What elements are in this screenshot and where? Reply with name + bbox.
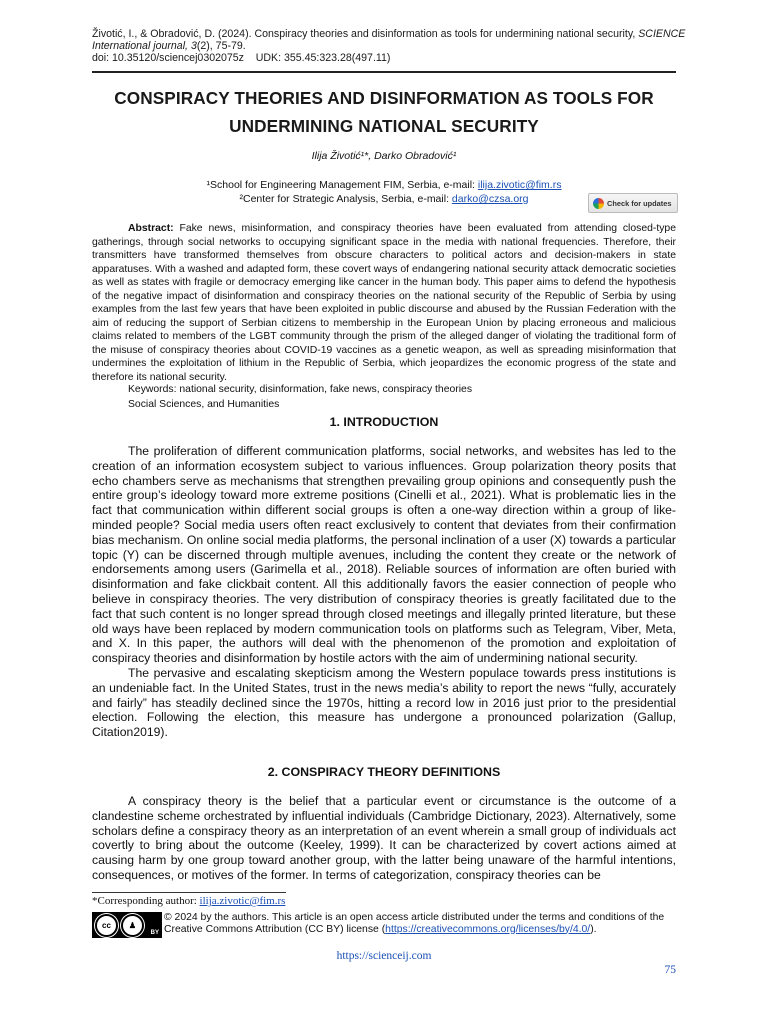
section-heading: 2. CONSPIRACY THEORY DEFINITIONS (267, 765, 501, 779)
section-body (92, 794, 676, 883)
page-number: 75 (664, 964, 676, 976)
section-heading: 1. INTRODUCTION (329, 415, 439, 429)
section-body (92, 444, 676, 740)
license-statement: © 2024 by the authors. This article is an open access article distributed under the terms and conditions of the Creative Commons Attribution (CC BY) license ( (164, 912, 665, 935)
affiliation-text: ¹School for Engineering Management FIM, Serbia, e-mail: (206, 179, 478, 191)
author-list: Ilija Životić¹*, Darko Obradović¹ (311, 150, 457, 162)
check-for-updates-button[interactable] (588, 193, 678, 213)
paragraph: The proliferation of different communication platforms, social networks, and websites has led to the creation of an information ecosystem subject to various influences. Group polarization theory posits that echo chambers serve as mechanisms that strengthen prevailing group opinions and consequently push the entire group’s ideology toward more extreme positions (Cinelli et al., 2021). What is problematic lies in the fact that communication within different social groups is often a one-way direction within a group of like-minded people? Social media users often react exclusively to content that deviates from their confirmation bias mechanism. On online social media platforms, the personal inclination of a user (X) towards a particular topic (Y) can be discerned through multiple avenues, including the content they create or the network of endorsements among users (Garimella et al., 2018). Reliable sources of information are often buried with disinformation and fake clickbait content. All this additionally favors the easier connection of people who believe in conspiracy theories. The very distribution of conspiracy theories is greatly facilitated due to the fact that such content is no longer spread through closed meetings and illegally printed literature, but these old ways have been replaced by modern communication tools on platforms such as Telegram, Viber, Meta, and X. In this paper, the authors will deal with the phenomenon of the promotion and exploitation of conspiracy theories and disinformation by hostile actors with the aim of undermining national security. (92, 444, 676, 666)
doi-udk: doi: 10.35120/sciencej0302075z UDK: 355.45:323.28(497.11) (92, 52, 391, 64)
cc-by-license-icon (92, 912, 162, 938)
email-link[interactable]: darko@czsa.org (451, 193, 529, 205)
header-rule (92, 71, 676, 73)
email-link[interactable]: ilija.zivotic@fim.rs (477, 179, 562, 191)
footnote-text: *Corresponding author: (92, 895, 200, 907)
cc-icon: cc (95, 914, 118, 937)
by-label: BY (150, 930, 159, 936)
citation-main: Životić, I., & Obradović, D. (2024). Conspiracy theories and disinformation as tools for undermining national security, (92, 28, 639, 40)
affiliation-1 (92, 179, 676, 192)
license-end: ). (590, 923, 597, 935)
citation-header (92, 28, 692, 64)
footnote-rule (92, 892, 286, 893)
badge-label: Check for updates (607, 198, 672, 208)
issue-pages: (2), 75-79. (196, 40, 246, 52)
volume: 3 (188, 40, 197, 52)
paper-title: CONSPIRACY THEORIES AND DISINFORMATION AS TOOLS FOR UNDERMINING NATIONAL SECURITY (114, 88, 654, 136)
attribution-person-icon: ♟ (121, 914, 144, 937)
email-link[interactable]: ilija.zivotic@fim.rs (199, 895, 286, 907)
field-of-study: Social Sciences, and Humanities (128, 399, 280, 410)
crossmark-icon (593, 198, 604, 209)
keywords: Keywords: national security, disinformation, fake news, conspiracy theories (128, 384, 473, 395)
website-link[interactable]: https://scienceij.com (336, 950, 432, 962)
journal-website (0, 950, 768, 962)
abstract-text: Fake news, misinformation, and conspiracy theories have been evaluated from attending closed-type gatherings, through social networks to occupying significant space in the media with national frequencies. Therefore, their transmitters have transformed themselves from obscure characters to political actors and decision-makers in state apparatuses. With a washed and adapted form, these covert ways of endangering national security attack democratic societies as well as states with fragile or democracy emerging like cancer in the human body. This paper aims to defend the hypothesis of the negative impact of disinformation and conspiracy theories on the national security of the Republic of Serbia by using examples from the last few years that have been exploited in public discourse and abused by the Russian Federation with the aim of reducing the support of Serbian citizens to membership in the European Union by placing erroneous and malicious claims related to members of the LGBT community through the prism of the alleged danger of violating the traditional form of the misuse of conspiracy theories about COVID-19 vaccines as a genetic weapon, as well as spreading misinformation that undermines the exploitation of lithium in the Republic of Serbia, which jeopardizes the economic progress of the state and therefore its national security. (92, 223, 676, 383)
journal-name: SCIENCE International journal, (92, 28, 686, 52)
paragraph: The pervasive and escalating skepticism among the Western populace towards press institutions is an undeniable fact. In the United States, trust in the news media’s ability to report the news “fully, accurately and fairly” has steadily declined since the 1970s, hitting a record low in 2016 just prior to the presidential election. Following the election, this measure has undergone a pronounced polarization (Gallup, Citation2019). (92, 665, 676, 740)
paragraph: A conspiracy theory is the belief that a particular event or circumstance is the outcome of a clandestine scheme orchestrated by influential individuals (Cambridge Dictionary, 2023). Alternatively, some scholars define a conspiracy theory as an interpretation of an event wherein a small group of individuals act covertly to bring about the outcome (Keeley, 1999). It can be characterized by covert actions aimed at causing harm by one group toward another group, with the latter being unaware of the harmful intentions, consequences, or motives of the former. In terms of categorization, conspiracy theories can be (92, 794, 676, 882)
abstract-label: Abstract: (128, 223, 174, 234)
affiliation-text: ²Center for Strategic Analysis, Serbia, e-mail: (239, 193, 452, 205)
license-link[interactable]: https://creativecommons.org/licenses/by/4.0/ (385, 923, 591, 935)
abstract (92, 222, 676, 384)
footnote (92, 895, 285, 907)
license-text (164, 912, 678, 935)
